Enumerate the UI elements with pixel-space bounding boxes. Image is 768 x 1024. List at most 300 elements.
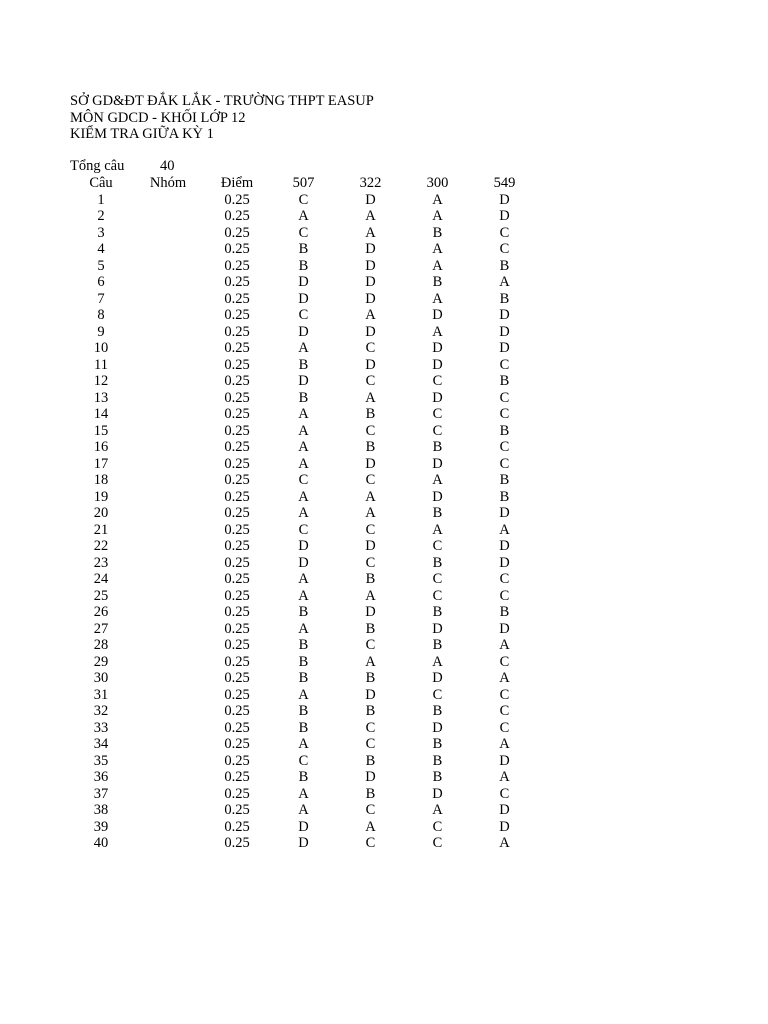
answer-code-549: D (499, 752, 510, 769)
group-cell (132, 489, 204, 506)
group-cell (132, 291, 204, 308)
score-cell: 0.25 (224, 686, 250, 703)
group-cell (132, 406, 204, 423)
answer-code-549: C (499, 785, 510, 802)
answer-code-300: B (432, 637, 443, 653)
answer-code-549: D (499, 538, 510, 554)
answer-code-549: A (499, 521, 510, 538)
question-number: 5 (97, 257, 105, 274)
answer-code-507: C (298, 521, 309, 538)
answer-code-507: B (298, 719, 309, 736)
answer-code-322: C (365, 373, 376, 389)
table-row (70, 505, 538, 522)
score-cell: 0.25 (224, 307, 250, 323)
score-cell: 0.25 (224, 472, 250, 488)
answer-code-507: A (298, 505, 309, 521)
answer-code-300: D (432, 670, 443, 686)
answer-code-549: C (499, 389, 510, 406)
table-row (70, 456, 538, 473)
answer-code-507: C (298, 191, 309, 208)
answer-code-507: A (298, 208, 309, 224)
table-row (70, 208, 538, 225)
answer-code-322: D (365, 323, 376, 340)
answer-code-300: D (432, 307, 443, 323)
answer-code-322: B (365, 406, 376, 422)
answer-code-300: C (432, 422, 443, 439)
score-cell: 0.25 (224, 571, 250, 587)
group-cell (132, 241, 204, 258)
column-header-diem: Điểm (220, 175, 254, 191)
answer-code-322: B (365, 752, 376, 769)
score-cell: 0.25 (224, 455, 250, 472)
answer-code-549: B (499, 257, 510, 274)
answer-code-549: C (499, 406, 510, 422)
question-number: 35 (93, 752, 109, 769)
answer-code-507: D (298, 554, 309, 571)
answer-code-549: D (499, 505, 510, 521)
question-number: 19 (93, 488, 109, 505)
table-row (70, 753, 538, 770)
score-cell: 0.25 (224, 802, 250, 818)
answer-code-300: B (432, 752, 443, 769)
table-row (70, 720, 538, 737)
table-row (70, 736, 538, 753)
answer-code-549: B (499, 422, 510, 439)
score-cell: 0.25 (224, 538, 250, 554)
question-number: 29 (93, 653, 109, 670)
answer-code-300: B (432, 703, 443, 719)
group-cell (132, 819, 204, 836)
answer-code-507: A (298, 488, 309, 505)
group-cell (132, 588, 204, 605)
answer-code-300: A (432, 241, 443, 257)
score-cell: 0.25 (224, 653, 250, 670)
score-cell: 0.25 (224, 554, 250, 571)
score-cell: 0.25 (224, 769, 250, 785)
table-row (70, 489, 538, 506)
score-cell: 0.25 (224, 719, 250, 736)
question-number: 20 (93, 505, 109, 521)
answer-code-322: C (365, 340, 376, 356)
score-cell: 0.25 (224, 208, 250, 224)
table-row (70, 274, 538, 291)
answer-code-322: D (365, 356, 376, 373)
answer-code-322: A (365, 307, 376, 323)
answer-code-549: D (499, 818, 510, 835)
question-number: 30 (93, 670, 109, 686)
group-cell (132, 423, 204, 440)
question-number: 18 (93, 472, 109, 488)
group-cell (132, 357, 204, 374)
question-number: 12 (93, 373, 109, 389)
answer-code-322: D (365, 290, 376, 307)
score-cell: 0.25 (224, 257, 250, 274)
score-cell: 0.25 (224, 356, 250, 373)
answer-code-549: D (499, 620, 510, 637)
answer-code-507: D (298, 818, 309, 835)
table-row (70, 769, 538, 786)
question-number: 7 (97, 290, 105, 307)
answer-code-300: B (432, 439, 443, 455)
group-cell (132, 208, 204, 225)
answer-code-507: A (298, 455, 309, 472)
answer-code-322: D (365, 686, 376, 703)
table-row (70, 225, 538, 242)
group-cell (132, 687, 204, 704)
answer-code-322: D (365, 191, 376, 208)
answer-code-507: A (298, 587, 309, 604)
answer-code-507: B (298, 389, 309, 406)
group-cell (132, 753, 204, 770)
answer-code-549: A (499, 274, 510, 290)
answer-code-507: C (298, 472, 309, 488)
question-number: 34 (93, 736, 109, 752)
answer-code-507: B (298, 257, 309, 274)
score-cell: 0.25 (224, 241, 250, 257)
question-number: 17 (93, 455, 109, 472)
header-exam-line: KIỂM TRA GIỮA KỲ 1 (70, 126, 214, 142)
column-header-code-549: 549 (493, 175, 516, 191)
answer-code-507: D (298, 373, 309, 389)
question-number: 13 (93, 389, 109, 406)
table-row (70, 786, 538, 803)
answer-code-322: C (365, 637, 376, 653)
answer-code-322: D (365, 257, 376, 274)
table-row (70, 588, 538, 605)
score-cell: 0.25 (224, 785, 250, 802)
answer-code-300: A (432, 653, 443, 670)
header-subject-line: MÔN GDCD - KHỐI LỚP 12 (70, 109, 246, 126)
answer-code-322: B (365, 571, 376, 587)
question-number: 11 (94, 356, 108, 373)
column-header-nhom: Nhóm (149, 175, 187, 191)
answer-code-549: C (499, 719, 510, 736)
answer-code-549: B (499, 373, 510, 389)
group-cell (132, 835, 204, 852)
group-cell (132, 703, 204, 720)
answer-code-300: B (432, 604, 443, 620)
group-cell (132, 258, 204, 275)
answer-code-549: C (499, 571, 510, 587)
table-row (70, 802, 538, 819)
score-cell: 0.25 (224, 604, 250, 620)
score-cell: 0.25 (224, 587, 250, 604)
answer-code-507: C (298, 307, 309, 323)
question-number: 8 (97, 307, 105, 323)
group-cell (132, 769, 204, 786)
answer-code-549: B (499, 290, 510, 307)
answer-code-507: B (298, 356, 309, 373)
answer-code-322: D (365, 455, 376, 472)
answer-code-507: B (298, 241, 309, 257)
group-cell (132, 192, 204, 209)
table-row (70, 307, 538, 324)
answer-code-300: B (432, 274, 443, 290)
table-row (70, 555, 538, 572)
answer-code-322: A (365, 818, 376, 835)
group-cell (132, 456, 204, 473)
question-number: 33 (93, 719, 109, 736)
group-cell (132, 555, 204, 572)
answer-code-300: D (432, 340, 443, 356)
answer-code-322: D (365, 538, 376, 554)
group-cell (132, 786, 204, 803)
group-cell (132, 637, 204, 654)
answer-code-507: D (298, 835, 309, 851)
question-number: 9 (97, 323, 105, 340)
group-cell (132, 373, 204, 390)
answer-code-549: B (499, 604, 510, 620)
question-number: 15 (93, 422, 109, 439)
answer-code-322: C (365, 422, 376, 439)
group-cell (132, 670, 204, 687)
answer-code-507: C (298, 752, 309, 769)
group-cell (132, 274, 204, 291)
document-header (70, 93, 374, 143)
answer-code-300: D (432, 620, 443, 637)
group-cell (132, 324, 204, 341)
score-cell: 0.25 (224, 274, 250, 290)
answer-code-300: C (432, 406, 443, 422)
total-questions-label: Tổng câu (70, 158, 125, 174)
answer-code-300: B (432, 505, 443, 521)
group-cell (132, 390, 204, 407)
answer-code-300: B (432, 736, 443, 752)
answer-code-300: B (432, 554, 443, 571)
table-row (70, 423, 538, 440)
answer-code-549: D (499, 323, 510, 340)
answer-code-507: A (298, 620, 309, 637)
answer-code-300: A (432, 802, 443, 818)
group-cell (132, 604, 204, 621)
answer-code-507: B (298, 604, 309, 620)
table-row (70, 291, 538, 308)
table-row (70, 406, 538, 423)
answer-code-300: A (432, 290, 443, 307)
answer-code-322: C (365, 472, 376, 488)
answer-code-549: A (499, 769, 510, 785)
answer-code-300: C (432, 587, 443, 604)
answer-code-322: D (365, 769, 376, 785)
answer-code-322: A (365, 488, 376, 505)
table-row (70, 538, 538, 555)
total-questions-row (70, 158, 270, 175)
answer-code-322: D (365, 241, 376, 257)
answer-code-300: A (432, 323, 443, 340)
question-number: 21 (93, 521, 109, 538)
answer-code-322: A (365, 208, 376, 224)
score-cell: 0.25 (224, 323, 250, 340)
answer-code-507: D (298, 538, 309, 554)
score-cell: 0.25 (224, 340, 250, 356)
table-row (70, 670, 538, 687)
score-cell: 0.25 (224, 818, 250, 835)
table-row (70, 340, 538, 357)
answer-code-322: B (365, 670, 376, 686)
total-questions-value: 40 (160, 158, 175, 174)
table-row (70, 472, 538, 489)
table-row (70, 835, 538, 852)
question-number: 36 (93, 769, 109, 785)
answer-code-300: D (432, 389, 443, 406)
group-cell (132, 439, 204, 456)
answer-code-322: A (365, 224, 376, 241)
table-row (70, 654, 538, 671)
answer-code-300: C (432, 835, 443, 851)
group-cell (132, 340, 204, 357)
answer-code-507: A (298, 736, 309, 752)
answer-code-300: C (432, 818, 443, 835)
table-row (70, 258, 538, 275)
table-row (70, 324, 538, 341)
question-number: 25 (93, 587, 109, 604)
score-cell: 0.25 (224, 637, 250, 653)
answer-code-549: D (499, 802, 510, 818)
answer-code-300: B (432, 769, 443, 785)
score-cell: 0.25 (224, 439, 250, 455)
group-cell (132, 720, 204, 737)
score-cell: 0.25 (224, 670, 250, 686)
table-row (70, 637, 538, 654)
table-row (70, 192, 538, 209)
answer-code-300: B (432, 224, 443, 241)
question-number: 26 (93, 604, 109, 620)
question-number: 14 (93, 406, 109, 422)
answer-code-549: A (499, 736, 510, 752)
question-number: 4 (97, 241, 105, 257)
group-cell (132, 307, 204, 324)
answer-code-300: A (432, 257, 443, 274)
answer-code-300: C (432, 571, 443, 587)
question-number: 2 (97, 208, 105, 224)
table-row (70, 687, 538, 704)
question-number: 3 (97, 224, 105, 241)
score-cell: 0.25 (224, 835, 250, 851)
header-school-line: SỞ GD&ĐT ĐẮK LẮK - TRƯỜNG THPT EASUP (70, 93, 374, 109)
answer-code-322: B (365, 620, 376, 637)
column-header-code-322: 322 (359, 175, 382, 191)
answer-code-507: A (298, 571, 309, 587)
answer-code-549: D (499, 191, 510, 208)
group-cell (132, 802, 204, 819)
group-cell (132, 522, 204, 539)
table-row (70, 390, 538, 407)
answer-code-322: C (365, 554, 376, 571)
answer-code-549: C (499, 686, 510, 703)
table-row (70, 621, 538, 638)
answer-code-300: D (432, 455, 443, 472)
answer-code-549: D (499, 340, 510, 356)
answer-code-549: D (499, 554, 510, 571)
answer-code-300: C (432, 538, 443, 554)
score-cell: 0.25 (224, 373, 250, 389)
answer-code-300: D (432, 785, 443, 802)
question-number: 23 (93, 554, 109, 571)
answer-code-549: C (499, 703, 510, 719)
answer-code-322: C (365, 802, 376, 818)
score-cell: 0.25 (224, 505, 250, 521)
question-number: 32 (93, 703, 109, 719)
score-cell: 0.25 (224, 703, 250, 719)
table-header-row (70, 175, 538, 192)
score-cell: 0.25 (224, 422, 250, 439)
answer-code-549: A (499, 670, 510, 686)
score-cell: 0.25 (224, 620, 250, 637)
score-cell: 0.25 (224, 224, 250, 241)
answer-code-549: D (499, 208, 510, 224)
group-cell (132, 225, 204, 242)
answer-code-549: C (499, 587, 510, 604)
question-number: 1 (97, 191, 105, 208)
answer-code-322: C (365, 521, 376, 538)
answer-code-322: A (365, 653, 376, 670)
score-cell: 0.25 (224, 752, 250, 769)
table-row (70, 357, 538, 374)
answer-code-322: A (365, 587, 376, 604)
answer-code-549: C (499, 653, 510, 670)
answer-code-549: B (499, 488, 510, 505)
answer-code-507: B (298, 703, 309, 719)
table-row (70, 373, 538, 390)
answer-code-300: A (432, 208, 443, 224)
answer-code-507: A (298, 439, 309, 455)
answer-code-322: B (365, 439, 376, 455)
question-number: 27 (93, 620, 109, 637)
question-number: 10 (93, 340, 109, 356)
answer-code-507: B (298, 637, 309, 653)
answer-code-507: A (298, 802, 309, 818)
table-row (70, 439, 538, 456)
question-number: 16 (93, 439, 109, 455)
table-row (70, 241, 538, 258)
table-row (70, 571, 538, 588)
question-number: 28 (93, 637, 109, 653)
column-header-code-300: 300 (426, 175, 449, 191)
answer-code-507: A (298, 422, 309, 439)
answer-code-300: C (432, 686, 443, 703)
answer-code-322: A (365, 389, 376, 406)
answer-code-549: C (499, 356, 510, 373)
question-number: 38 (93, 802, 109, 818)
question-number: 31 (93, 686, 109, 703)
answer-code-507: A (298, 406, 309, 422)
answer-code-322: D (365, 274, 376, 290)
question-number: 22 (93, 538, 109, 554)
answer-code-507: C (298, 224, 309, 241)
answer-code-322: C (365, 719, 376, 736)
answer-code-549: C (499, 455, 510, 472)
group-cell (132, 654, 204, 671)
answer-code-507: B (298, 769, 309, 785)
table-row (70, 703, 538, 720)
answer-key-body (70, 192, 538, 852)
answer-code-549: A (499, 835, 510, 851)
answer-code-507: D (298, 290, 309, 307)
answer-code-507: D (298, 323, 309, 340)
group-cell (132, 505, 204, 522)
question-number: 40 (93, 835, 109, 851)
answer-code-549: C (499, 439, 510, 455)
answer-code-300: D (432, 488, 443, 505)
score-cell: 0.25 (224, 290, 250, 307)
group-cell (132, 538, 204, 555)
group-cell (132, 621, 204, 638)
table-row (70, 819, 538, 836)
answer-code-549: A (499, 637, 510, 653)
answer-code-507: A (298, 785, 309, 802)
score-cell: 0.25 (224, 406, 250, 422)
question-number: 37 (93, 785, 109, 802)
